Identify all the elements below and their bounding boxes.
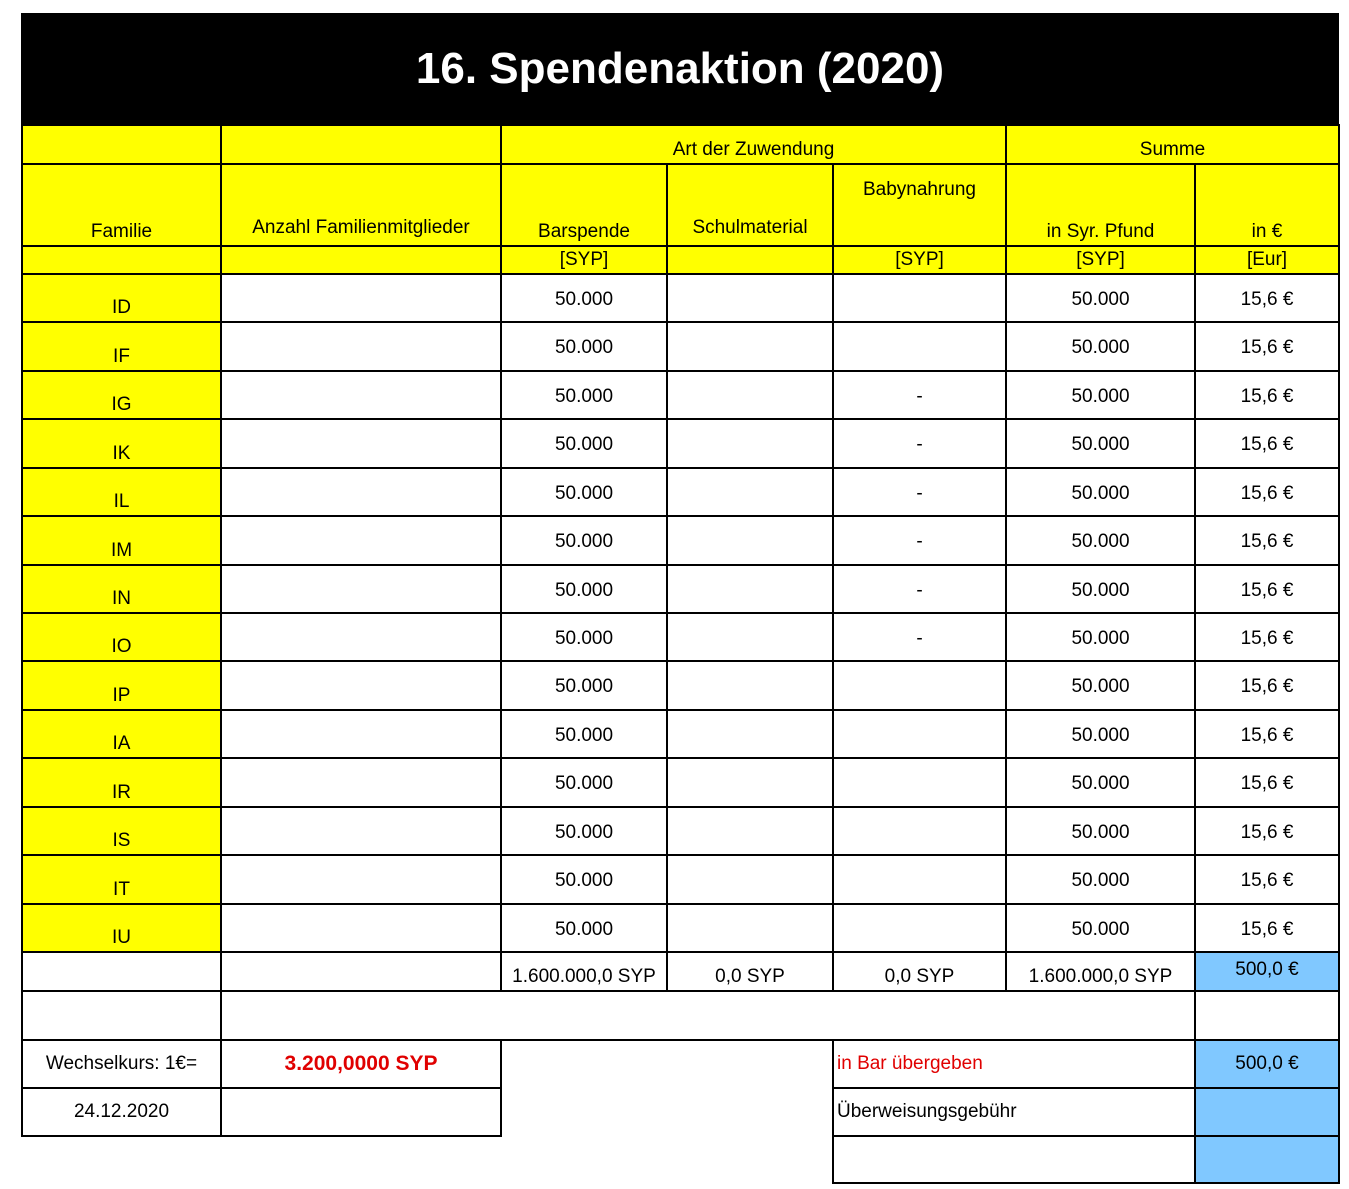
row-syp[interactable] [1005,273,1196,323]
row-babynahrung[interactable] [832,564,1007,614]
total-syp-text: 1.600.000,0 SYP [1028,966,1173,987]
row-barspende[interactable] [500,806,668,856]
row-babynahrung[interactable] [832,467,1007,517]
row-babynahrung[interactable] [832,709,1007,759]
row-eur-text: 15,6 € [1240,580,1294,601]
row-babynahrung[interactable] [832,515,1007,566]
header-familie-text: Familie [90,221,153,242]
row-barspende[interactable] [500,757,668,808]
row-familie[interactable] [21,515,222,566]
row-syp[interactable] [1005,757,1196,808]
header-unit-5-text: [SYP] [1076,249,1125,270]
row-familie[interactable] [21,467,222,517]
wechselkurs-value[interactable] [220,1039,502,1089]
row-familie-text: IF [113,346,130,367]
in-bar-label-text: in Bar übergeben [837,1053,983,1074]
row-familie-text: IT [113,879,130,900]
row-barspende[interactable] [500,321,668,372]
header-art-der-zuwendung-text: Art der Zuwendung [672,139,835,160]
row-syp[interactable] [1005,564,1196,614]
ueberweisung-label[interactable] [832,1087,1196,1137]
row-eur-text: 15,6 € [1240,434,1294,455]
row-eur[interactable] [1194,515,1340,566]
total-babynahrung[interactable] [832,951,1007,992]
row-syp-text: 50.000 [1071,580,1130,601]
header-babynahrung[interactable] [832,163,1007,247]
row-eur[interactable] [1194,660,1340,711]
row-familie-text: IL [113,491,130,512]
row-barspende-text: 50.000 [554,337,614,358]
row-barspende[interactable] [500,273,668,323]
row-babynahrung[interactable] [832,854,1007,905]
header-unit-6[interactable] [1194,245,1340,275]
row-schulmaterial[interactable] [666,370,834,420]
row-babynahrung[interactable] [832,418,1007,469]
total-schulmaterial[interactable] [666,951,834,992]
row-babynahrung-text: - [916,580,923,601]
header-unit-0[interactable] [21,245,222,275]
row-barspende-text: 50.000 [554,483,614,504]
row-barspende[interactable] [500,709,668,759]
total-babynahrung-text: 0,0 SYP [884,966,955,987]
row-syp-text: 50.000 [1071,289,1130,310]
row-eur-text: 15,6 € [1240,289,1294,310]
date-cell-text: 24.12.2020 [73,1101,170,1122]
row-familie-text: IR [112,782,131,803]
row-babynahrung-text: - [916,483,923,504]
row-schulmaterial[interactable] [666,660,834,711]
header-schulmaterial-text: Schulmaterial [692,217,808,238]
row-barspende[interactable] [500,564,668,614]
row-anzahl[interactable] [220,418,502,469]
row-eur-text: 15,6 € [1240,337,1294,358]
row-anzahl[interactable] [220,273,502,323]
row-anzahl[interactable] [220,903,502,953]
row-syp-text: 50.000 [1071,386,1130,407]
row-syp[interactable] [1005,370,1196,420]
row-anzahl[interactable] [220,467,502,517]
empty-cell-2[interactable] [220,990,1196,1041]
row-babynahrung[interactable] [832,370,1007,420]
footer-empty[interactable] [832,1135,1196,1184]
sheet-title: 16. Spendenaktion (2020) [21,13,1339,125]
row-babynahrung[interactable] [832,612,1007,662]
row-familie-text: IP [112,685,131,706]
row-barspende[interactable] [500,418,668,469]
row-eur[interactable] [1194,612,1340,662]
header-unit-6-text: [Eur] [1246,249,1288,270]
row-barspende[interactable] [500,612,668,662]
date-empty[interactable] [220,1087,502,1137]
empty-cell-1[interactable] [21,990,222,1041]
row-eur[interactable] [1194,903,1340,953]
row-familie[interactable] [21,757,222,808]
row-eur[interactable] [1194,757,1340,808]
total-eur[interactable] [1194,951,1340,992]
row-syp-text: 50.000 [1071,483,1130,504]
total-barspende[interactable] [500,951,668,992]
date-cell[interactable] [21,1087,222,1137]
row-syp-text: 50.000 [1071,919,1130,940]
row-syp-text: 50.000 [1071,676,1130,697]
row-anzahl[interactable] [220,515,502,566]
row-schulmaterial[interactable] [666,515,834,566]
row-schulmaterial[interactable] [666,321,834,372]
header-anzahl[interactable] [220,163,502,247]
row-barspende-text: 50.000 [554,822,614,843]
in-bar-value-text: 500,0 € [1235,1053,1299,1074]
row-barspende-text: 50.000 [554,386,614,407]
row-anzahl[interactable] [220,854,502,905]
row-syp-text: 50.000 [1071,434,1130,455]
ueberweisung-label-text: Überweisungsgebühr [837,1101,1017,1122]
row-babynahrung[interactable] [832,903,1007,953]
row-barspende-text: 50.000 [554,725,614,746]
row-syp[interactable] [1005,612,1196,662]
totals-anzahl[interactable] [220,951,502,992]
row-schulmaterial[interactable] [666,854,834,905]
row-eur-text: 15,6 € [1240,483,1294,504]
row-eur-text: 15,6 € [1240,531,1294,552]
row-babynahrung-text: - [916,434,923,455]
row-familie[interactable] [21,321,222,372]
row-syp[interactable] [1005,660,1196,711]
header-art-der-zuwendung[interactable] [500,124,1007,165]
row-barspende-text: 50.000 [554,628,614,649]
row-schulmaterial[interactable] [666,467,834,517]
row-syp-text: 50.000 [1071,628,1130,649]
row-familie[interactable] [21,709,222,759]
row-schulmaterial[interactable] [666,564,834,614]
row-anzahl[interactable] [220,660,502,711]
row-barspende[interactable] [500,370,668,420]
row-familie[interactable] [21,273,222,323]
row-schulmaterial[interactable] [666,757,834,808]
row-anzahl[interactable] [220,806,502,856]
row-syp-text: 50.000 [1071,870,1130,891]
row-syp[interactable] [1005,854,1196,905]
row-familie-text: IG [111,394,132,415]
header-unit-4-text: [SYP] [895,249,944,270]
row-syp-text: 50.000 [1071,822,1130,843]
in-bar-label[interactable] [832,1039,1196,1089]
row-anzahl[interactable] [220,757,502,808]
row-eur-text: 15,6 € [1240,386,1294,407]
row-babynahrung[interactable] [832,806,1007,856]
row-syp-text: 50.000 [1071,337,1130,358]
header-unit-2[interactable] [500,245,668,275]
row-barspende-text: 50.000 [554,870,614,891]
row-babynahrung[interactable] [832,660,1007,711]
row-eur[interactable] [1194,806,1340,856]
row-barspende[interactable] [500,854,668,905]
row-eur[interactable] [1194,321,1340,372]
header-unit-5[interactable] [1005,245,1196,275]
row-babynahrung[interactable] [832,273,1007,323]
row-barspende-text: 50.000 [554,531,614,552]
row-eur-text: 15,6 € [1240,628,1294,649]
row-anzahl[interactable] [220,321,502,372]
row-eur-text: 15,6 € [1240,822,1294,843]
row-eur[interactable] [1194,273,1340,323]
row-eur[interactable] [1194,370,1340,420]
row-babynahrung-text: - [916,386,923,407]
total-schulmaterial-text: 0,0 SYP [715,966,785,987]
row-barspende[interactable] [500,467,668,517]
total-eur-text: 500,0 € [1235,959,1299,980]
row-eur[interactable] [1194,564,1340,614]
row-eur[interactable] [1194,709,1340,759]
empty-cell-3[interactable] [1194,990,1340,1041]
header-in-eur[interactable] [1194,163,1340,247]
row-eur-text: 15,6 € [1240,919,1294,940]
row-babynahrung-text: - [916,628,923,649]
row-syp-text: 50.000 [1071,531,1130,552]
total-barspende-text: 1.600.000,0 SYP [512,966,656,987]
wechselkurs-value-text: 3.200,0000 SYP [284,1052,438,1075]
header-unit-4[interactable] [832,245,1007,275]
header-unit-3[interactable] [666,245,834,275]
header-blank-anzahl[interactable] [220,124,502,165]
header-familie[interactable] [21,163,222,247]
in-bar-value[interactable] [1194,1039,1340,1089]
row-familie[interactable] [21,806,222,856]
row-barspende-text: 50.000 [554,676,614,697]
header-in-syr-pfund[interactable] [1005,163,1196,247]
header-unit-1[interactable] [220,245,502,275]
row-eur-text: 15,6 € [1240,870,1294,891]
row-babynahrung[interactable] [832,321,1007,372]
row-familie-text: IO [111,636,132,657]
row-barspende-text: 50.000 [554,919,614,940]
row-eur-text: 15,6 € [1240,773,1294,794]
row-schulmaterial[interactable] [666,418,834,469]
header-summe-text: Summe [1139,139,1206,160]
row-familie-text: IA [112,733,131,754]
footer-empty-value[interactable] [1194,1135,1340,1184]
row-eur[interactable] [1194,854,1340,905]
row-familie[interactable] [21,660,222,711]
row-barspende[interactable] [500,515,668,566]
header-barspende[interactable] [500,163,668,247]
row-syp[interactable] [1005,709,1196,759]
row-familie-text: IK [112,443,131,464]
row-barspende[interactable] [500,903,668,953]
row-syp[interactable] [1005,321,1196,372]
row-eur-text: 15,6 € [1240,725,1294,746]
row-schulmaterial[interactable] [666,273,834,323]
row-syp[interactable] [1005,467,1196,517]
totals-familie[interactable] [21,951,222,992]
row-barspende-text: 50.000 [554,580,614,601]
total-syp[interactable] [1005,951,1196,992]
row-familie[interactable] [21,903,222,953]
row-familie-text: IN [112,588,131,609]
row-barspende-text: 50.000 [554,289,614,310]
row-barspende-text: 50.000 [554,434,614,455]
row-schulmaterial[interactable] [666,806,834,856]
header-blank-familie[interactable] [21,124,222,165]
header-in-eur-text: in € [1251,221,1283,242]
header-babynahrung-text: Babynahrung [862,179,977,200]
ueberweisung-value[interactable] [1194,1087,1340,1137]
row-schulmaterial[interactable] [666,709,834,759]
row-familie[interactable] [21,564,222,614]
row-anzahl[interactable] [220,612,502,662]
row-syp[interactable] [1005,418,1196,469]
row-syp[interactable] [1005,515,1196,566]
wechselkurs-label-text: Wechselkurs: 1€= [45,1053,198,1074]
row-syp-text: 50.000 [1071,773,1130,794]
row-familie-text: ID [112,297,131,318]
row-familie[interactable] [21,854,222,905]
row-syp[interactable] [1005,806,1196,856]
row-familie[interactable] [21,370,222,420]
header-schulmaterial[interactable] [666,163,834,247]
row-eur[interactable] [1194,467,1340,517]
row-schulmaterial[interactable] [666,903,834,953]
row-barspende-text: 50.000 [554,773,614,794]
header-barspende-text: Barspende [538,221,630,242]
row-familie-text: IM [110,540,133,561]
row-syp[interactable] [1005,903,1196,953]
row-familie[interactable] [21,418,222,469]
row-barspende[interactable] [500,660,668,711]
row-familie-text: IS [112,830,131,851]
row-schulmaterial[interactable] [666,612,834,662]
row-eur-text: 15,6 € [1240,676,1294,697]
header-in-syr-pfund-text: in Syr. Pfund [1046,221,1155,242]
row-babynahrung[interactable] [832,757,1007,808]
row-anzahl[interactable] [220,370,502,420]
row-familie-text: IU [112,927,131,948]
wechselkurs-label[interactable] [21,1039,222,1089]
row-anzahl[interactable] [220,564,502,614]
row-anzahl[interactable] [220,709,502,759]
header-summe[interactable] [1005,124,1340,165]
row-syp-text: 50.000 [1071,725,1130,746]
row-familie[interactable] [21,612,222,662]
header-anzahl-text: Anzahl Familienmitglieder [252,217,470,238]
row-eur[interactable] [1194,418,1340,469]
header-unit-2-text: [SYP] [559,249,609,270]
row-babynahrung-text: - [916,531,923,552]
